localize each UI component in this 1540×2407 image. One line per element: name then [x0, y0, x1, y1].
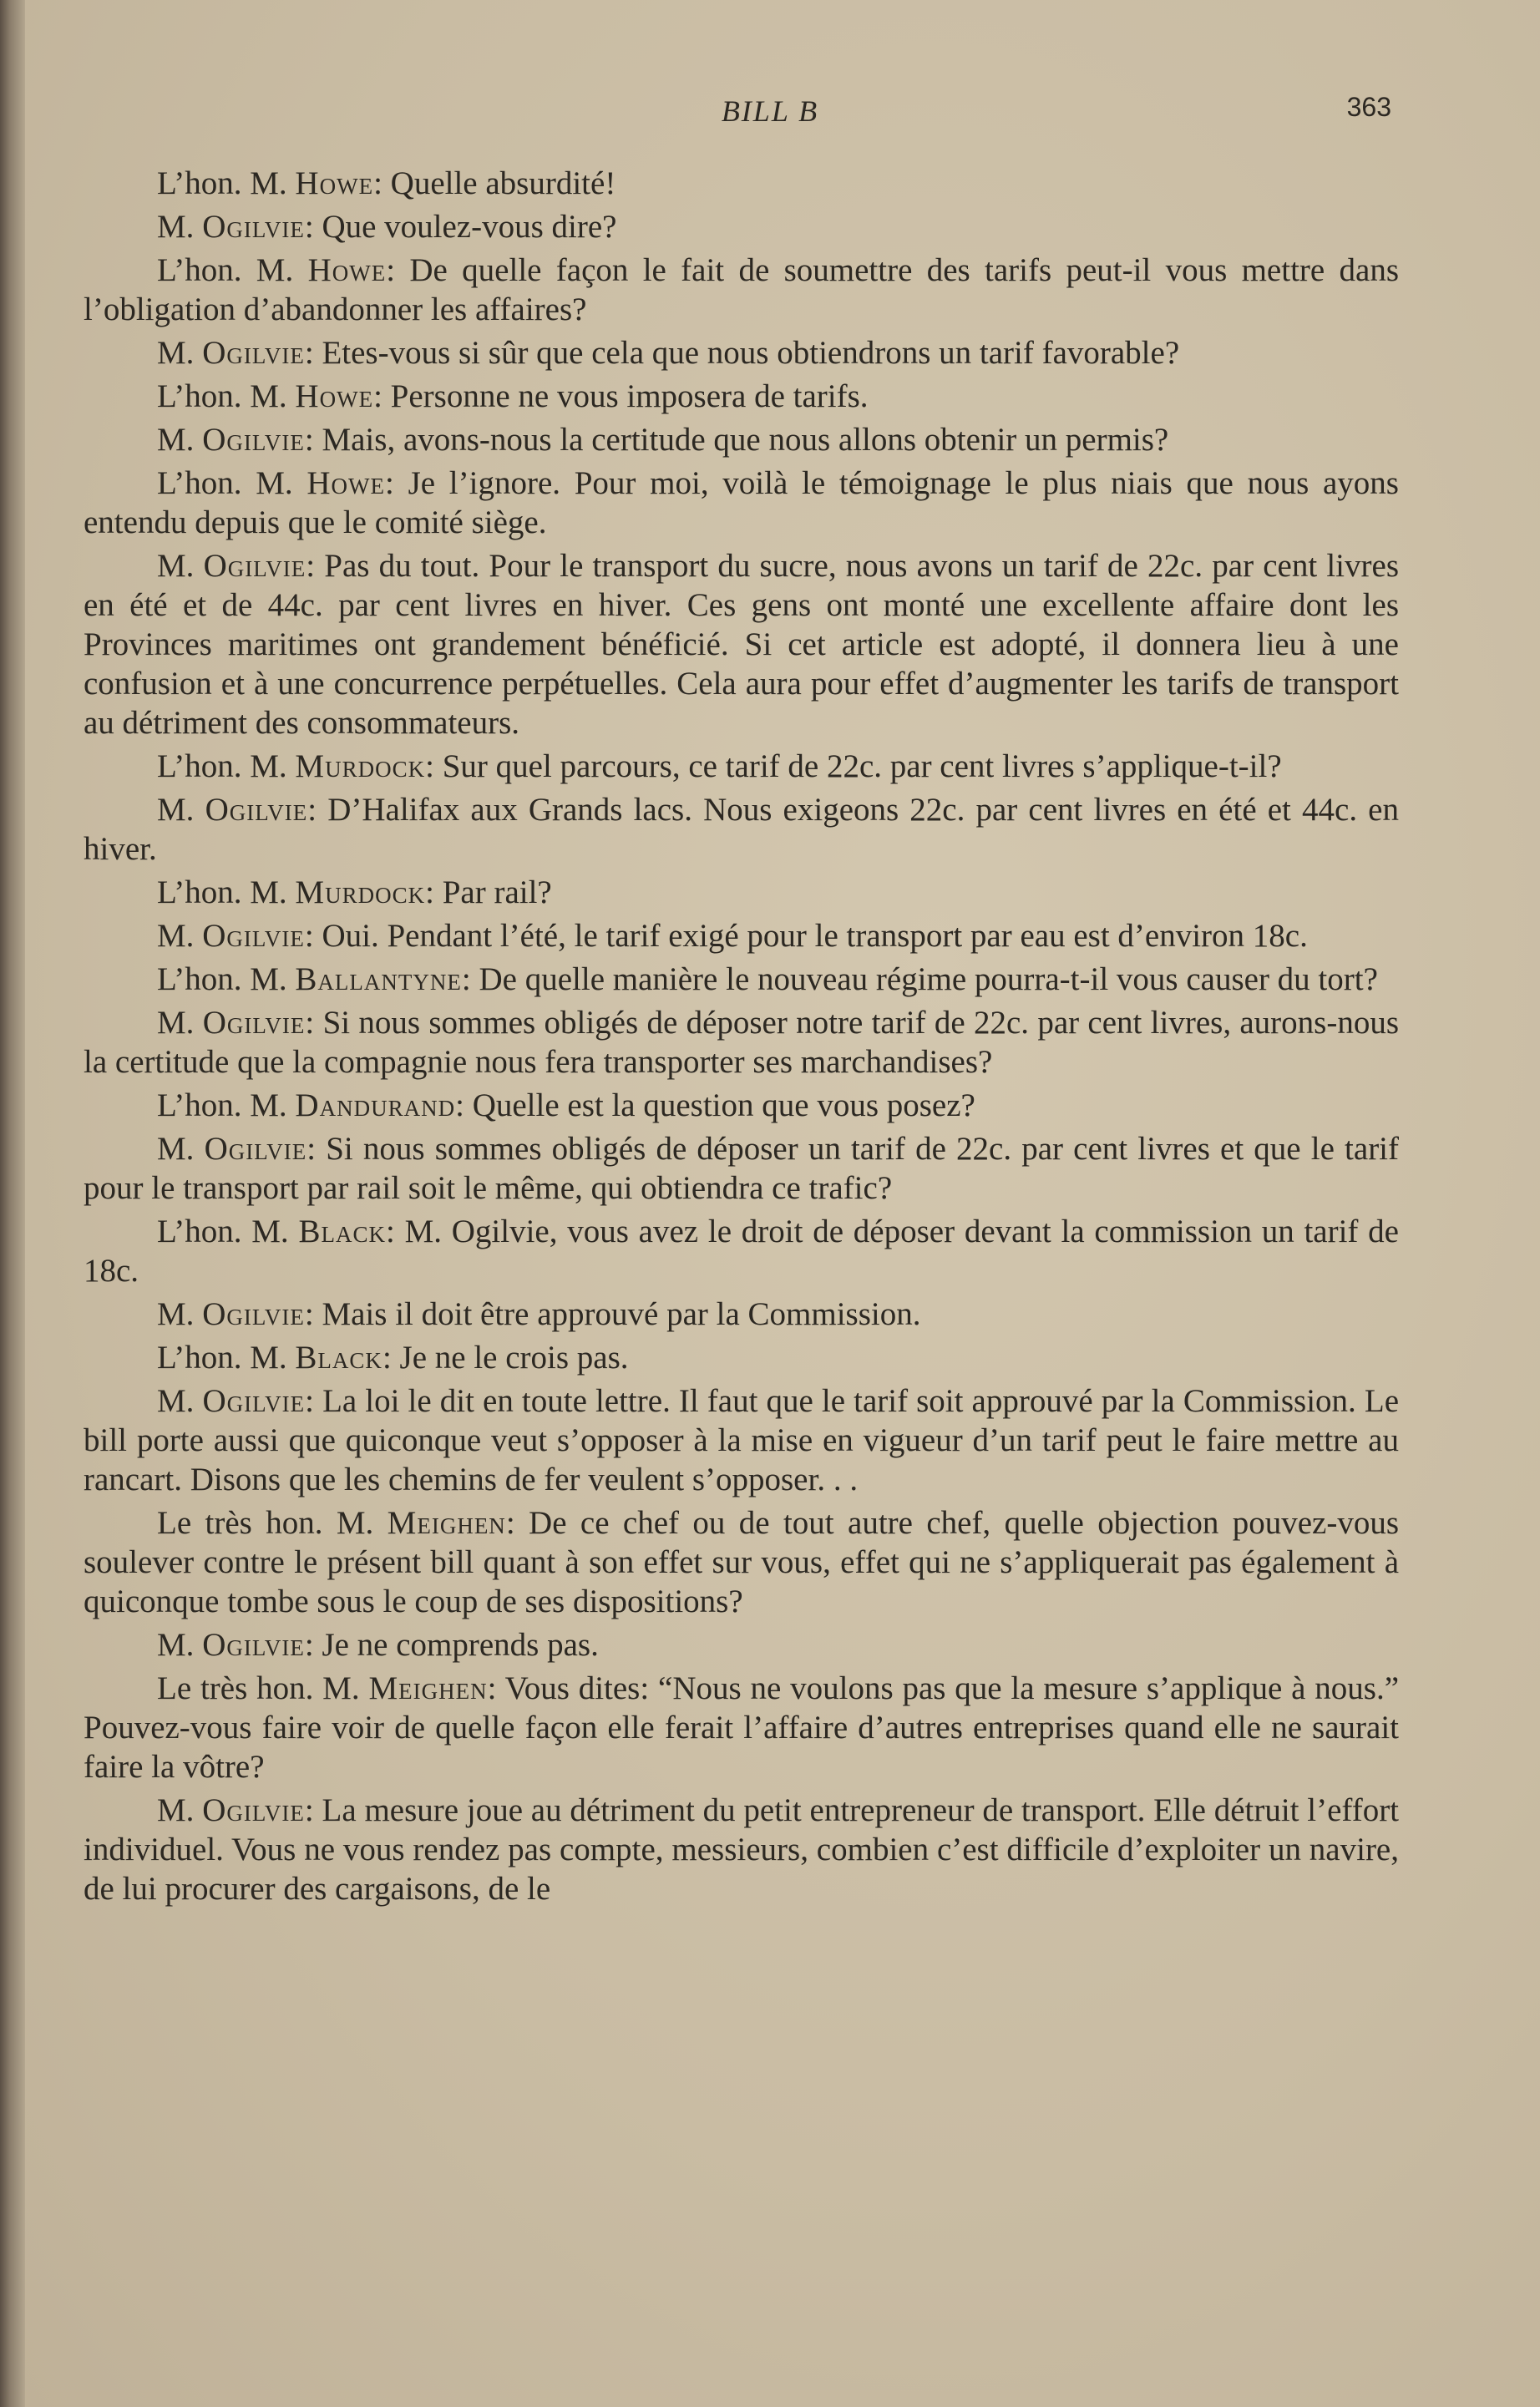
speaker-title: M.	[157, 1131, 195, 1167]
speaker-separator: :	[385, 1214, 395, 1249]
speech-paragraph	[84, 1791, 1399, 1908]
page-binding-edge	[0, 0, 25, 2407]
speech-paragraph	[84, 960, 1399, 999]
speaker-title: M.	[157, 792, 195, 828]
speech-text: La mesure joue au détriment du petit entrepreneur de transport. Elle détruit l’effort individuel. Vous ne vous rendez pas compte, messieurs, combien c’est difficile d’exploiter un navire, de lui procurer des cargaisons, de le	[84, 1792, 1400, 1907]
speaker-title: L’hon. M.	[157, 1087, 287, 1123]
speaker-name: Ogilvie	[203, 548, 306, 584]
speaker-separator: :	[382, 1340, 392, 1376]
speaker-separator: :	[455, 1087, 464, 1123]
speaker-separator: :	[487, 1670, 497, 1706]
speech-text: Personne ne vous imposera de tarifs.	[390, 378, 869, 414]
speaker-title: M.	[157, 1383, 195, 1419]
speaker-separator: :	[385, 465, 394, 501]
speaker-name: Meighen	[368, 1670, 488, 1706]
speaker-title: Le très hon. M.	[157, 1505, 374, 1541]
speaker-title: L’hon. M.	[157, 1214, 289, 1249]
speech-paragraph	[84, 747, 1399, 786]
speech-text: De quelle manière le nouveau régime pourra-t-il vous causer du tort?	[479, 961, 1378, 997]
speaker-separator: :	[425, 748, 434, 784]
speaker-name: Dandurand	[295, 1087, 456, 1123]
speaker-title: L’hon. M.	[157, 748, 287, 784]
speaker-name: Black	[295, 1340, 382, 1376]
speech-text: La loi le dit en toute lettre. Il faut que le tarif soit approuvé par la Commission. Le bill porte aussi que quiconque veut s’opposer à la mise en vigueur d’un tarif peut le faire mettre au rancart. Disons que les chemins de fer veulent s’opposer. . .	[84, 1383, 1399, 1497]
body-text	[84, 164, 1399, 1913]
speaker-name: Ogilvie	[202, 1383, 306, 1419]
speech-paragraph	[84, 1669, 1399, 1786]
speech-paragraph	[84, 164, 1399, 203]
speaker-title: L’hon. M.	[157, 874, 287, 910]
speech-paragraph	[84, 1295, 1399, 1334]
speech-text: Vous dites: “Nous ne voulons pas que la mesure s’applique à nous.” Pouvez-vous faire voir de quelle façon elle ferait l’affaire d’autres entreprises quand elle ne saurait faire la vôtre?	[84, 1670, 1399, 1785]
speaker-title: M.	[157, 1627, 195, 1663]
speaker-name: Ogilvie	[202, 1627, 305, 1663]
speaker-separator: :	[304, 209, 314, 245]
speaker-separator: :	[304, 422, 314, 458]
speaker-title: L’hon. M.	[157, 252, 294, 288]
speaker-separator: :	[505, 1505, 515, 1541]
speaker-title: M.	[157, 1296, 195, 1332]
speaker-title: M.	[157, 422, 195, 458]
speaker-separator: :	[373, 378, 382, 414]
speech-paragraph	[84, 1625, 1399, 1665]
speaker-title: Le très hon. M.	[157, 1670, 360, 1706]
speaker-name: Howe	[295, 378, 374, 414]
speaker-name: Howe	[295, 165, 374, 201]
speech-paragraph	[84, 207, 1399, 246]
speaker-separator: :	[304, 1296, 314, 1332]
speech-paragraph	[84, 873, 1399, 912]
speech-text: D’Halifax aux Grands lacs. Nous exigeons 22c. par cent livres en été et 44c. en hiver.	[84, 792, 1399, 867]
speaker-separator: :	[305, 1383, 315, 1419]
speaker-separator: :	[304, 918, 314, 954]
page-number: 363	[1346, 92, 1391, 122]
speaker-name: Ogilvie	[202, 422, 305, 458]
speech-text: Je ne comprends pas.	[322, 1627, 599, 1663]
speech-paragraph	[84, 1212, 1399, 1290]
speech-paragraph	[84, 1503, 1399, 1621]
speech-paragraph	[84, 251, 1399, 329]
speech-text: De ce chef ou de tout autre chef, quelle objection pouvez-vous soulever contre le présent bill quant à son effet sur vous, effet qui ne s’appliquerait pas également à quiconque tombe sous le coup de ses dispositions?	[84, 1505, 1400, 1619]
speech-text: M. Ogilvie, vous avez le droit de déposer devant la commission un tarif de 18c.	[84, 1214, 1399, 1289]
speech-text: Pas du tout. Pour le transport du sucre, nous avons un tarif de 22c. par cent livres en été et de 44c. par cent livres en hiver. Ces gens ont monté une excellente affaire dont les Provinces maritimes ont grandement bénéficié. Si cet article est adopté, il donnera lieu à une confusion et à une concurrence perpétuelles. Cela aura pour effet d’augmenter les tarifs de transport au détriment des consommateurs.	[84, 548, 1399, 741]
speaker-name: Ogilvie	[202, 1792, 305, 1828]
speaker-title: M.	[157, 335, 195, 371]
speech-paragraph	[84, 420, 1399, 459]
speaker-separator: :	[425, 874, 434, 910]
speech-text: Mais, avons-nous la certitude que nous allons obtenir un permis?	[322, 422, 1169, 458]
speech-text: Sur quel parcours, ce tarif de 22c. par cent livres s’applique-t-il?	[442, 748, 1282, 784]
speaker-title: L’hon. M.	[157, 465, 293, 501]
speech-text: Quelle absurdité!	[390, 165, 616, 201]
speech-paragraph	[84, 790, 1399, 869]
speech-paragraph	[84, 1129, 1399, 1208]
speaker-name: Black	[298, 1214, 386, 1249]
speaker-title: L’hon. M.	[157, 961, 287, 997]
speech-paragraph	[84, 377, 1399, 416]
speaker-name: Ogilvie	[202, 918, 305, 954]
speaker-separator: :	[304, 335, 314, 371]
speech-paragraph	[84, 1381, 1399, 1499]
speaker-name: Ballantyne	[295, 961, 462, 997]
speaker-separator: :	[304, 1792, 314, 1828]
speaker-title: M.	[157, 548, 195, 584]
speaker-separator: :	[386, 252, 396, 288]
speaker-name: Ogilvie	[202, 1005, 306, 1041]
speaker-separator: :	[306, 1131, 317, 1167]
speech-paragraph	[84, 464, 1399, 542]
speech-text: Je ne le crois pas.	[399, 1340, 629, 1376]
speech-paragraph	[84, 546, 1399, 742]
speech-text: Je l’ignore. Pour moi, voilà le témoignage le plus niais que nous ayons entendu depuis que le comité siège.	[84, 465, 1399, 540]
speaker-separator: :	[307, 792, 317, 828]
speaker-title: L’hon. M.	[157, 378, 287, 414]
speech-text: Oui. Pendant l’été, le tarif exigé pour le transport par eau est d’environ 18c.	[322, 918, 1308, 954]
speech-paragraph	[84, 1338, 1399, 1377]
speech-paragraph	[84, 333, 1399, 372]
speaker-name: Ogilvie	[204, 1131, 307, 1167]
speech-text: Etes-vous si sûr que cela que nous obtiendrons un tarif favorable?	[322, 335, 1180, 371]
speaker-title: M.	[157, 1792, 195, 1828]
speech-paragraph	[84, 916, 1399, 955]
speech-text: Que voulez-vous dire?	[322, 209, 617, 245]
speech-text: Par rail?	[442, 874, 552, 910]
speaker-name: Howe	[307, 252, 387, 288]
speaker-separator: :	[461, 961, 471, 997]
speaker-name: Howe	[306, 465, 386, 501]
speech-text: Quelle est la question que vous posez?	[472, 1087, 975, 1123]
speaker-separator: :	[305, 1005, 315, 1041]
speech-text: Si nous sommes obligés de déposer notre tarif de 22c. par cent livres, aurons-nous la certitude que la compagnie nous fera transporter ses marchandises?	[84, 1005, 1400, 1080]
speech-paragraph	[84, 1086, 1399, 1125]
speaker-title: M.	[157, 918, 195, 954]
speaker-separator: :	[304, 1627, 314, 1663]
speaker-title: M.	[157, 1005, 195, 1041]
speaker-name: Ogilvie	[202, 335, 305, 371]
running-head: BILL B	[721, 94, 819, 128]
speech-text: Mais il doit être approuvé par la Commission.	[322, 1296, 921, 1332]
speaker-separator: :	[373, 165, 382, 201]
speaker-title: L’hon. M.	[157, 1340, 287, 1376]
speaker-name: Ogilvie	[202, 1296, 305, 1332]
speaker-separator: :	[306, 548, 316, 584]
speech-text: Si nous sommes obligés de déposer un tarif de 22c. par cent livres et que le tarif pour le transport par rail soit le même, qui obtiendra ce trafic?	[84, 1131, 1399, 1206]
speech-text: De quelle façon le fait de soumettre des tarifs peut-il vous mettre dans l’obligation d’abandonner les affaires?	[84, 252, 1400, 327]
speaker-name: Ogilvie	[205, 792, 308, 828]
speaker-name: Murdock	[295, 874, 426, 910]
speaker-title: L’hon. M.	[157, 165, 287, 201]
speaker-name: Ogilvie	[202, 209, 305, 245]
speech-paragraph	[84, 1003, 1399, 1082]
speaker-name: Meighen	[387, 1505, 506, 1541]
speaker-title: M.	[157, 209, 195, 245]
speaker-name: Murdock	[295, 748, 426, 784]
